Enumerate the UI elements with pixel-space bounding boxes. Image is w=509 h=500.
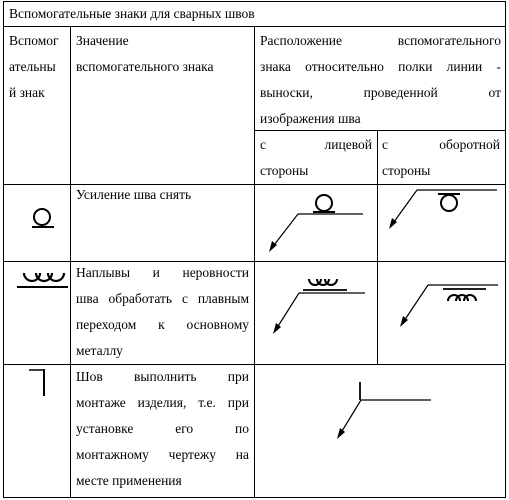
row3-meaning-line-5: месте применения bbox=[76, 473, 182, 488]
table-title: Вспомогательные знаки для сварных швов bbox=[9, 6, 255, 21]
row2-meaning-line-2: шва обработать с плавным bbox=[76, 291, 249, 306]
row3-meaning-line-4: монтажному чертежу на bbox=[76, 447, 249, 462]
row2-meaning-line-1: Наплывы и неровности bbox=[76, 265, 249, 280]
row1-meaning: Усиление шва снять bbox=[76, 187, 192, 202]
header-symbol-line-2: ательны bbox=[9, 59, 56, 74]
subheader-back-line-1: с оборотной bbox=[382, 137, 500, 152]
row2-meaning-line-3: переходом к основному bbox=[76, 317, 249, 332]
header-symbol-line-1: Вспомог bbox=[9, 33, 59, 48]
col-divider-3 bbox=[377, 130, 378, 364]
table-border-right bbox=[505, 1, 506, 498]
table-border-left bbox=[3, 1, 4, 498]
row2-front-leader-icon bbox=[269, 271, 369, 336]
weld-symbols-table bbox=[3, 1, 506, 498]
header-position-line-2: знака относительно полки линии - bbox=[260, 59, 501, 74]
row1-front-leader-icon bbox=[265, 189, 370, 254]
row1-back-leader-icon bbox=[387, 184, 502, 234]
triple-arc-smoothing-icon bbox=[16, 269, 68, 295]
subheader-front-line-2: стороны bbox=[260, 163, 309, 178]
subheader-front-line-1: с лицевой bbox=[260, 137, 372, 152]
header-position-line-1: Расположение вспомогательного bbox=[260, 33, 501, 48]
row3-meaning-line-1: Шов выполнить при bbox=[76, 369, 249, 384]
col-divider-2 bbox=[254, 26, 255, 498]
row2-back-leader-icon bbox=[398, 271, 503, 331]
row2-meaning-line-4: металлу bbox=[76, 343, 123, 358]
row3-meaning-line-2: монтаже изделия, т.е. при bbox=[76, 395, 249, 410]
row3-meaning-line-3: установке его по bbox=[76, 421, 249, 436]
header-position-line-3: выноски, проведенной от bbox=[260, 85, 501, 100]
header-position-line-4: изображения шва bbox=[260, 111, 361, 126]
header-meaning-line-2: вспомогательного знака bbox=[76, 59, 214, 74]
subheader-back-line-2: стороны bbox=[382, 163, 431, 178]
flag-installation-weld-icon bbox=[29, 368, 59, 398]
header-meaning-line-1: Значение bbox=[76, 33, 129, 48]
circle-reinforcement-removal-icon bbox=[30, 206, 58, 234]
row3-leader-icon bbox=[333, 381, 433, 441]
header-symbol-line-3: й знак bbox=[9, 85, 45, 100]
col-divider-1 bbox=[70, 26, 71, 498]
